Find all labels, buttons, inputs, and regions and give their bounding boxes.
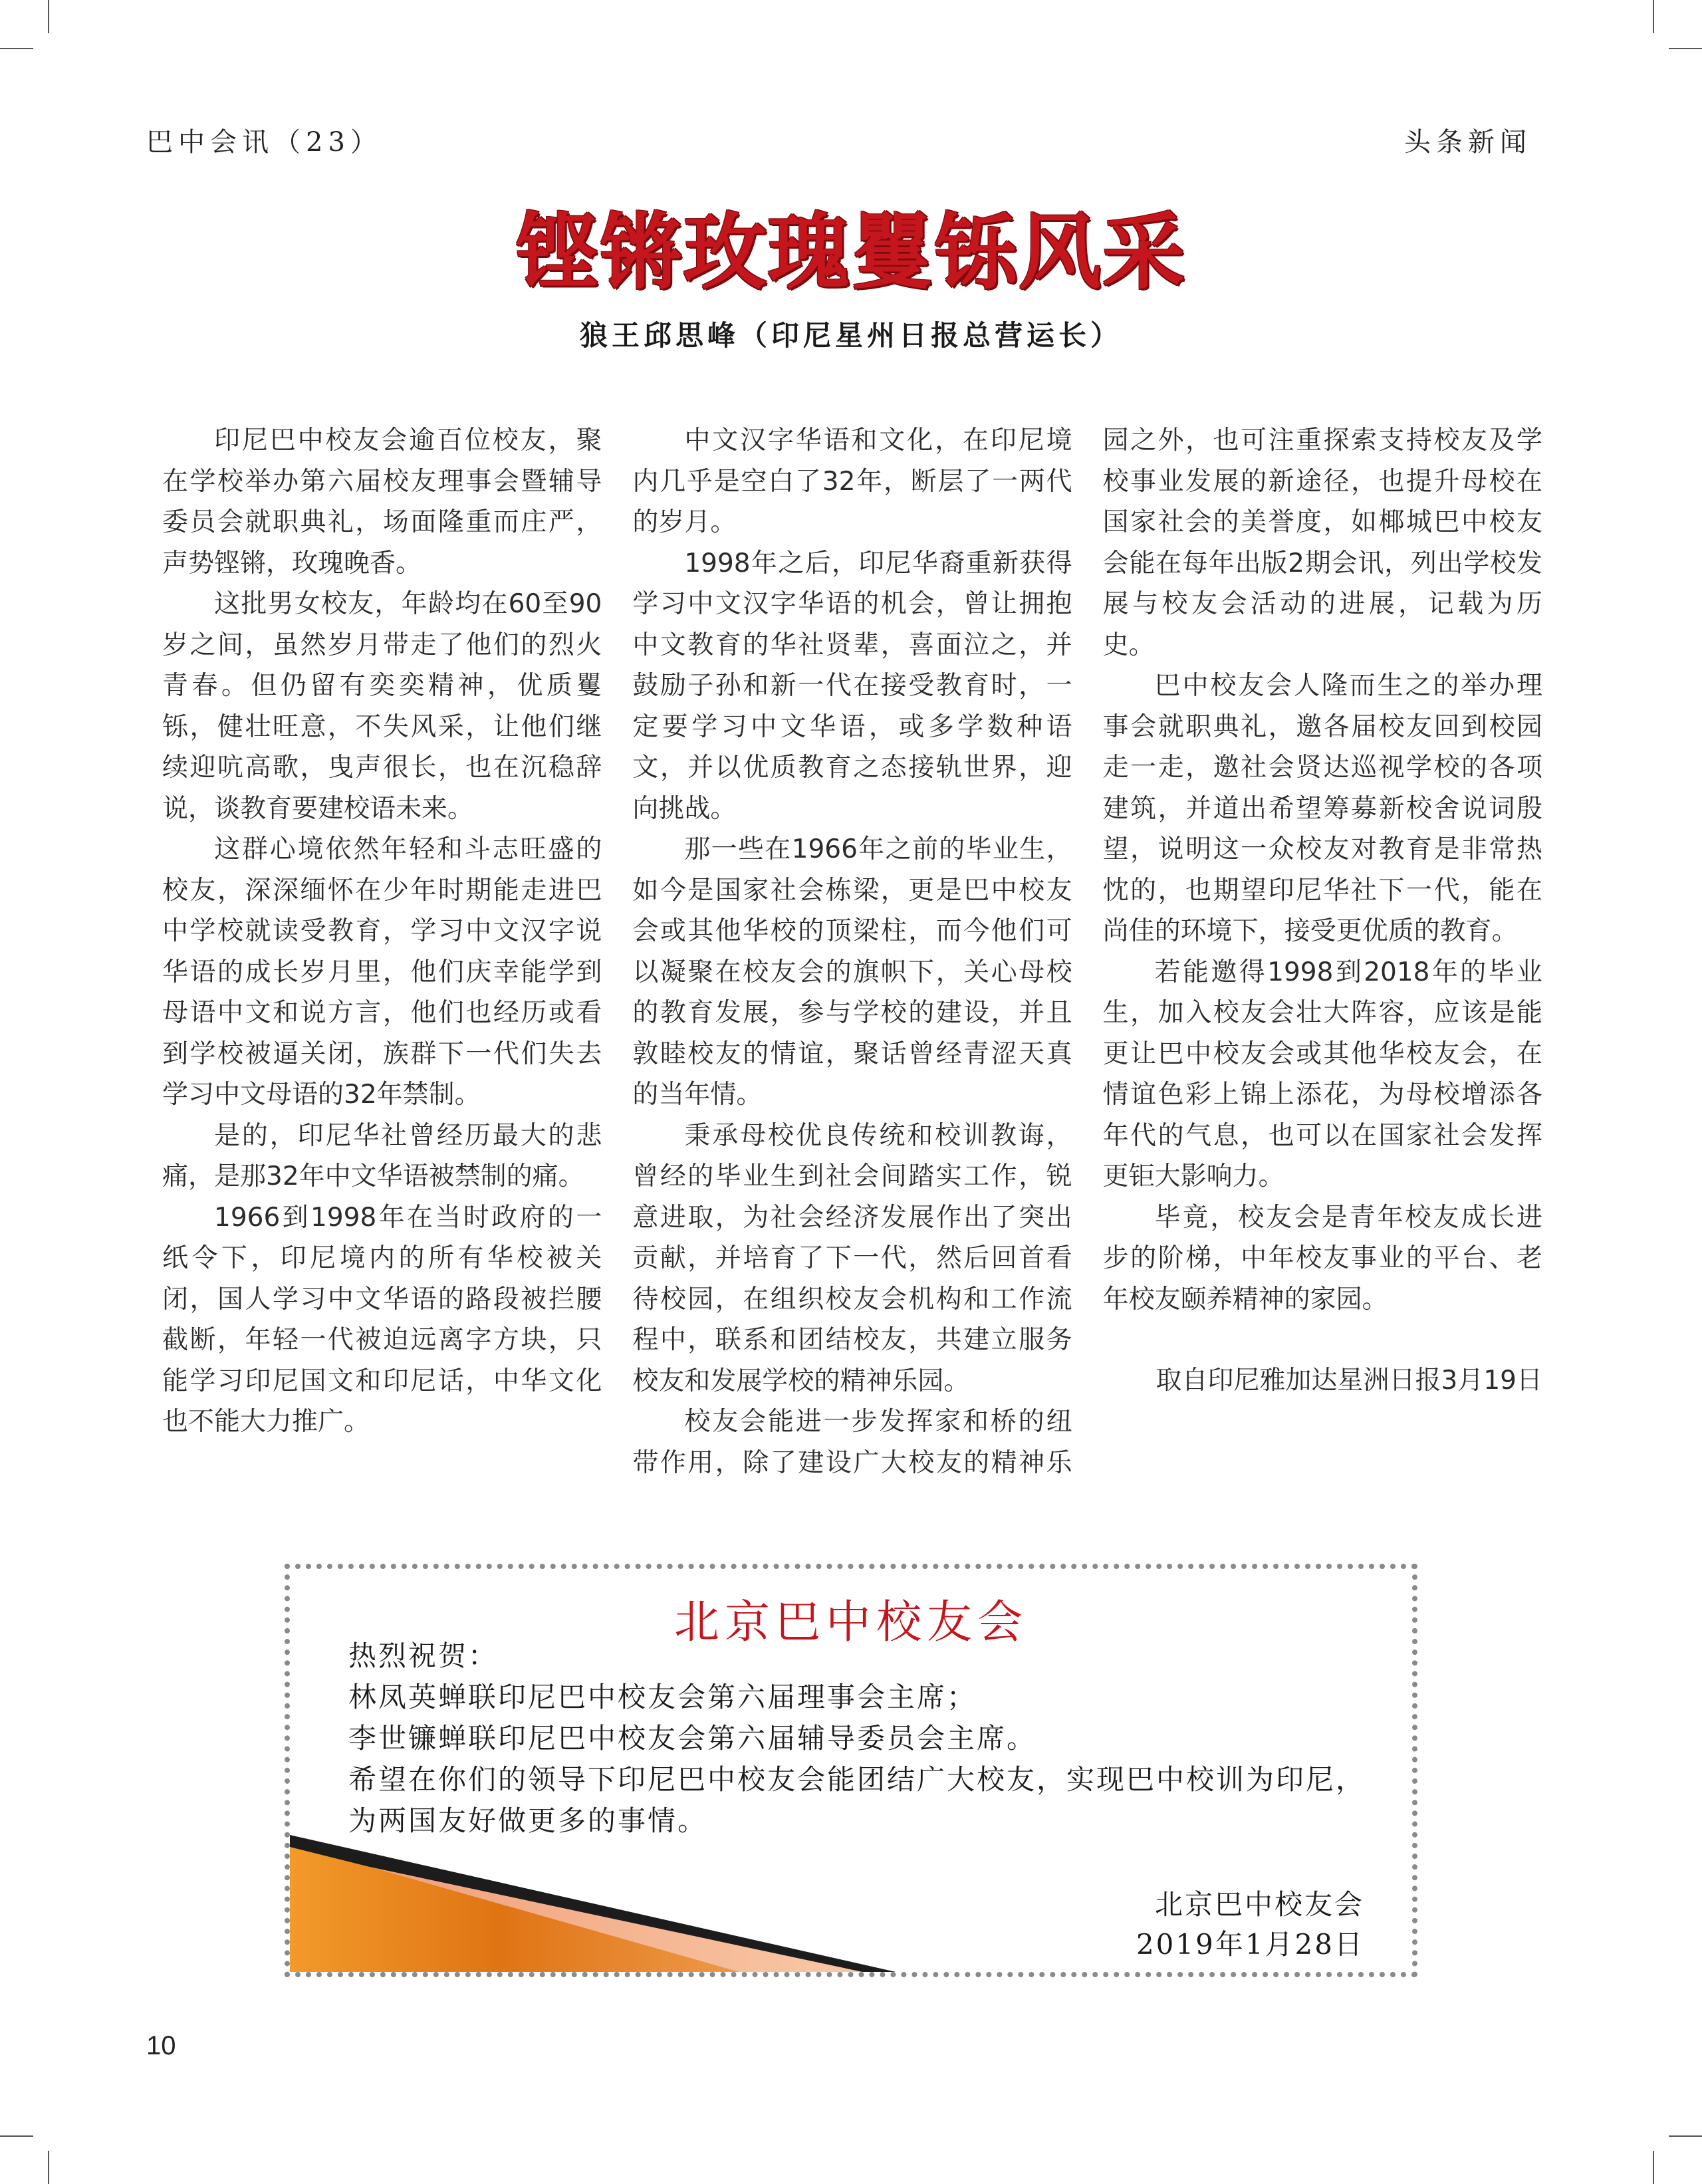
greeting-line: 希望在你们的领导下印尼巴中校友会能团结广大校友，实现巴中校训为印尼，为两国友好做更多的事情。: [348, 1763, 1366, 1837]
article-paragraph: 那一些在1966年之前的毕业生，如今是国家社会栋梁，更是巴中校友会或其他华校的顶梁柱，而今他们可以凝聚在校友会的旗帜下，关心母校的教育发展，参与学校的建设，并且敦睦校友的情谊，聚话曾经青涩天真的当年情。: [632, 834, 1072, 1110]
article-paragraph: 印尼巴中校友会逾百位校友，聚在学校举办第六届校友理事会暨辅导委员会就职典礼，场面隆重而庄严，声势铿锵，玫瑰晚香。: [162, 425, 602, 578]
article-paragraph: 秉承母校优良传统和校训教诲，曾经的毕业生到社会间踏实工作，锐意进取，为社会经济发展作出了突出贡献，并培育了下一代，然后回首看待校园，在组织校友会机构和工作流程中，联系和团结校友，共建立服务校友和发展学校的精神乐园。: [632, 1120, 1072, 1396]
crop-mark: [48, 2151, 49, 2184]
crop-mark: [48, 0, 49, 33]
greeting-line: 李世镰蝉联印尼巴中校友会第六届辅导委员会主席。: [348, 1722, 1037, 1755]
article-body: [162, 420, 1542, 1497]
greeting-date: 2019年1月28日: [1136, 1928, 1364, 1961]
article-paragraph: 这批男女校友，年龄均在60至90岁之间，虽然岁月带走了他们的烈火青春。但仍留有奕奕精神，优质矍铄，健壮旺意，不失风采，让他们继续迎吭高歌，曳声很长，也在沉稳辞说，谈教育要建校语未来。: [162, 589, 602, 824]
article-source: 取自印尼雅加达星洲日报3月19日: [1155, 1366, 1542, 1395]
article-paragraph: 若能邀得1998到2018年的毕业生，加入校友会壮大阵容，应该是能更让巴中校友会或其他华校友会，在情谊色彩上锦上添花，为母校增添各年代的气息，也可以在国家社会发挥更钜大影响力。: [1102, 957, 1542, 1191]
article-paragraph: 1998年之后，印尼华裔重新获得学习中文汉字华语的机会，曾让拥抱中文教育的华社贤辈，喜面泣之，并鼓励子孙和新一代在接受教育时，一定要学习中文华语，或多学数种语文，并以优质教育之态接轨世界，迎向挑战。: [632, 548, 1072, 824]
crop-mark: [0, 48, 33, 49]
article-paragraph: 1966到1998年在当时政府的一纸令下，印尼境内的所有华校被关闭，国人学习中文华语的路段被拦腰截断，年轻一代被迫远离字方块，只能学习印尼国文和印尼话，中华文化也不能大力推广。: [162, 1202, 602, 1437]
crop-mark: [0, 2135, 33, 2137]
greeting-text: [348, 1636, 1372, 1842]
article-paragraph: 毕竟，校友会是青年校友成长进步的阶梯，中年校友事业的平台、老年校友颐养精神的家园。: [1102, 1202, 1542, 1314]
article-paragraph: 中文汉字华语和文化，在印尼境内几乎是空白了32年，断层了一两代的岁月。: [632, 425, 1072, 537]
crop-mark: [1669, 2135, 1702, 2137]
article-paragraph: 这群心境依然年轻和斗志旺盛的校友，深深缅怀在少年时期能走进巴中学校就读受教育，学习中文汉字说华语的成长岁月里，他们庆幸能学到母语中文和说方言，他们也经历或看到学校被逼关闭，族群下一代们失去学习中文母语的32年禁制。: [162, 834, 602, 1110]
crop-mark: [1653, 0, 1654, 33]
article-byline: 狼王邱思峰（印尼星州日报总营运长）: [579, 319, 1122, 352]
greeting-box: [285, 1564, 1417, 1977]
crop-mark: [1653, 2151, 1654, 2184]
greeting-line: 热烈祝贺：: [348, 1639, 499, 1672]
greeting-title: 北京巴中校友会: [673, 1596, 1028, 1649]
article-paragraph: 校友会能进一步发挥家和桥的纽带作用，除了建设广大校友的精神乐园之外，也可注重探索支持校友及学校事业发展的新途径，也提升母校在国家社会的美誉度，如椰城巴中校友会能在每年出版2期会讯，列出学校发展与校友会活动的进展，记载为历史。: [632, 425, 1542, 1478]
article-title: 铿锵玫瑰矍铄风采: [515, 204, 1186, 301]
running-header-issue: 巴中会讯（23）: [146, 127, 382, 158]
crop-mark: [1669, 48, 1702, 49]
greeting-line: 林凤英蝉联印尼巴中校友会第六届理事会主席；: [348, 1681, 977, 1713]
greeting-signature-block: [1136, 1885, 1364, 1965]
article-paragraph: 是的，印尼华社曾经历最大的悲痛，是那32年中文华语被禁制的痛。: [162, 1120, 602, 1191]
page-number: 10: [146, 2031, 176, 2060]
article-paragraph: 巴中校友会人隆而生之的举办理事会就职典礼，邀各届校友回到校园走一走，邀社会贤达巡视学校的各项建筑，并道出希望筹募新校舍说词殷望，说明这一众校友对教育是非常热忱的，也期望印尼华社下一代，能在尚佳的环境下，接受更优质的教育。: [1102, 671, 1542, 946]
greeting-signature: 北京巴中校友会: [1154, 1888, 1364, 1921]
running-header-section: 头条新闻: [1404, 127, 1532, 158]
